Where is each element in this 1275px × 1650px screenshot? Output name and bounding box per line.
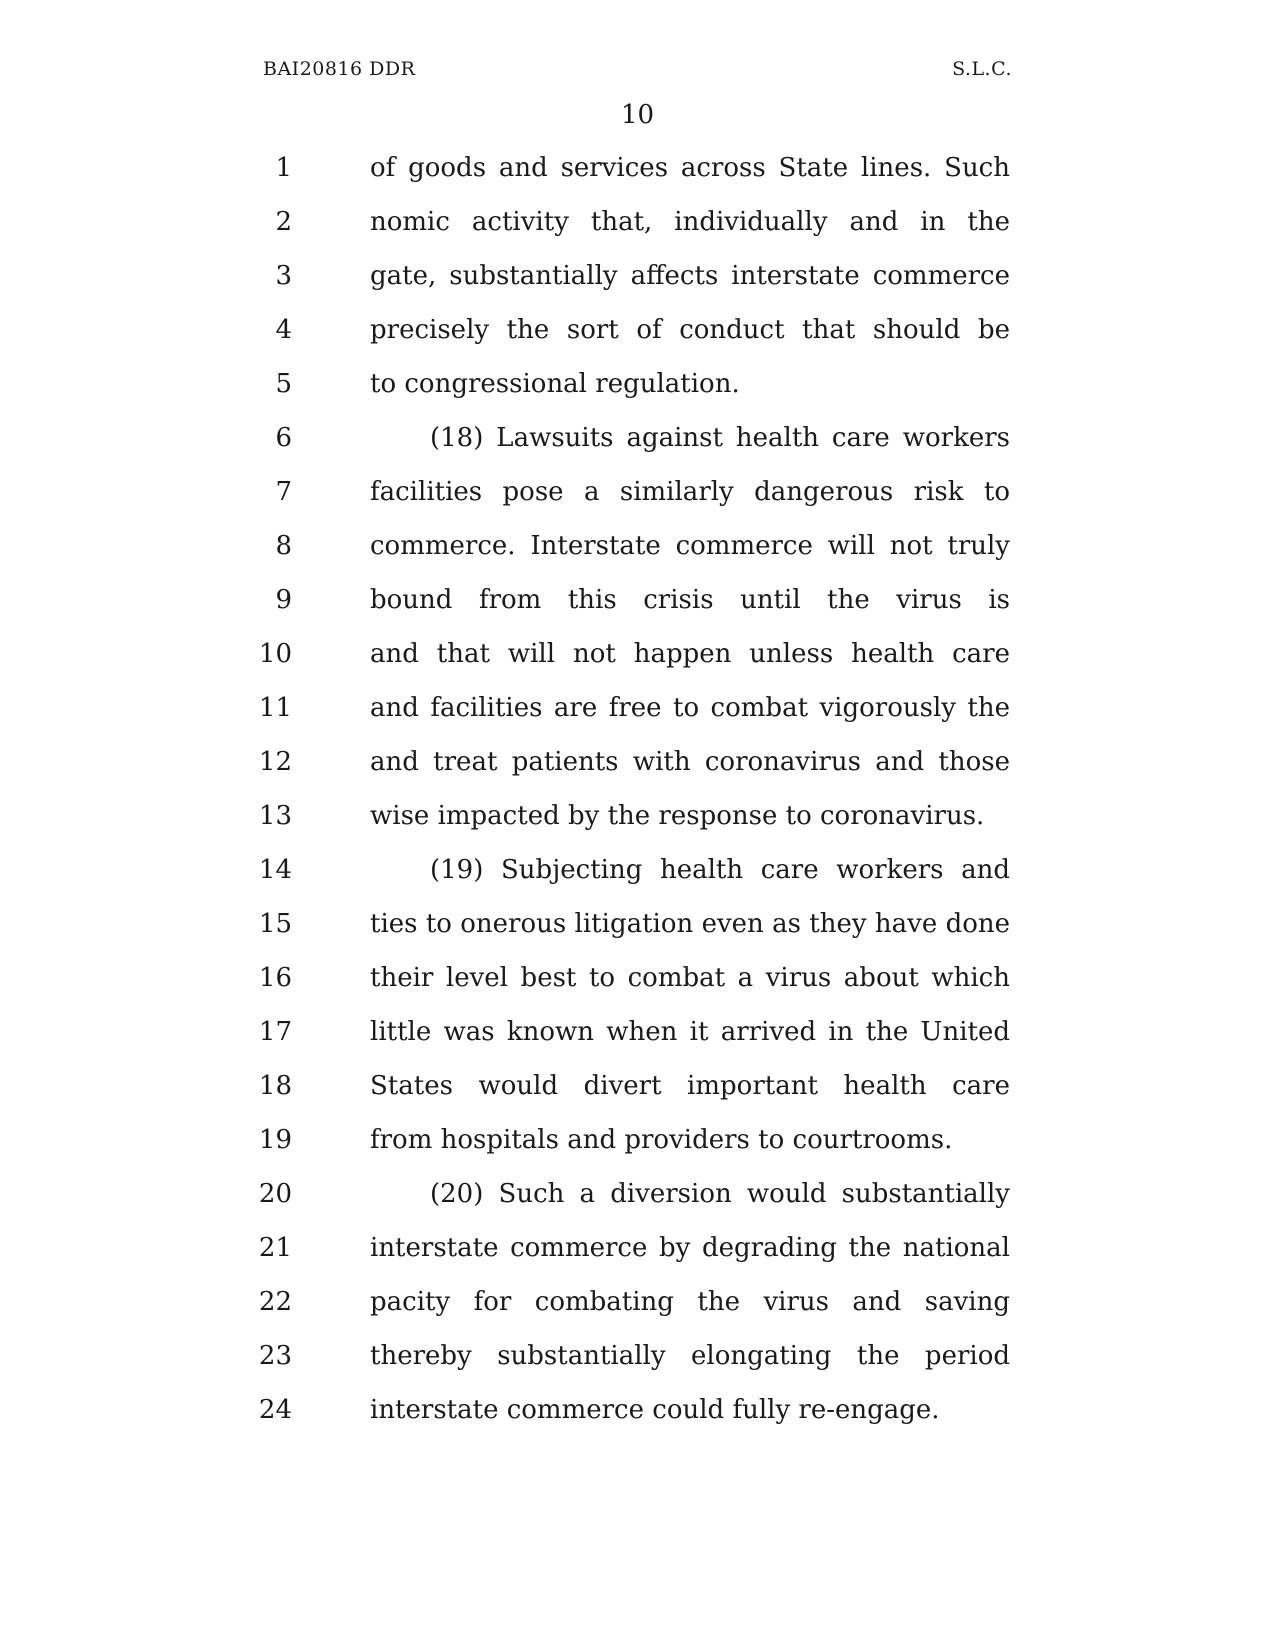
- page-number: 10: [620, 100, 655, 130]
- line-number: 23: [258, 1341, 292, 1371]
- line-text: commerce. Interstate commerce will not truly: [370, 531, 1010, 561]
- line-text: and facilities are free to combat vigorously the: [370, 693, 1010, 723]
- line-text: interstate commerce by degrading the national: [370, 1233, 1010, 1263]
- line-number: 9: [275, 585, 292, 615]
- line-number: 8: [275, 531, 292, 561]
- line-text: gate, substantially affects interstate commerce: [370, 261, 1010, 291]
- line-number: 2: [275, 207, 292, 237]
- text-line: [0, 1221, 1275, 1275]
- line-number: 4: [275, 315, 292, 345]
- line-text: States would divert important health care: [370, 1071, 1010, 1101]
- line-text: to congressional regulation.: [370, 369, 740, 399]
- line-number: 18: [258, 1071, 292, 1101]
- line-number: 21: [258, 1233, 292, 1263]
- text-line: [0, 951, 1275, 1005]
- line-number: 14: [258, 855, 292, 885]
- line-text: thereby substantially elongating the period: [370, 1341, 1010, 1371]
- line-text: (19) Subjecting health care workers and: [430, 855, 1010, 885]
- text-line: [0, 141, 1275, 195]
- line-text: of goods and services across State lines. Such: [370, 153, 1010, 183]
- line-text: interstate commerce could fully re-engage.: [370, 1395, 940, 1425]
- line-number: 1: [275, 153, 292, 183]
- line-text: their level best to combat a virus about which: [370, 963, 1010, 993]
- text-line: [0, 195, 1275, 249]
- line-text: ties to onerous litigation even as they have done: [370, 909, 1010, 939]
- line-number: 11: [258, 693, 292, 723]
- text-line: [0, 1329, 1275, 1383]
- text-line: [0, 627, 1275, 681]
- line-number: 7: [275, 477, 292, 507]
- text-line: [0, 465, 1275, 519]
- text-line: [0, 573, 1275, 627]
- text-line: [0, 1113, 1275, 1167]
- line-number: 22: [258, 1287, 292, 1317]
- text-line: [0, 411, 1275, 465]
- line-number: 15: [258, 909, 292, 939]
- text-line: [0, 519, 1275, 573]
- line-number: 24: [258, 1395, 292, 1425]
- line-number: 5: [275, 369, 292, 399]
- line-text: precisely the sort of conduct that should be: [370, 315, 1010, 345]
- text-line: [0, 1005, 1275, 1059]
- line-text: and treat patients with coronavirus and those: [370, 747, 1010, 777]
- line-text: and that will not happen unless health care: [370, 639, 1010, 669]
- text-line: [0, 681, 1275, 735]
- bill-text-body: [0, 141, 1275, 1437]
- line-text: nomic activity that, individually and in the: [370, 207, 1010, 237]
- line-text: bound from this crisis until the virus is: [370, 585, 1010, 615]
- text-line: [0, 1059, 1275, 1113]
- text-line: [0, 357, 1275, 411]
- office-code: S.L.C.: [952, 58, 1012, 80]
- line-number: 10: [258, 639, 292, 669]
- text-line: [0, 843, 1275, 897]
- text-line: [0, 1275, 1275, 1329]
- line-text: (20) Such a diversion would substantially: [430, 1179, 1010, 1209]
- line-text: facilities pose a similarly dangerous risk to: [370, 477, 1010, 507]
- line-number: 3: [275, 261, 292, 291]
- line-number: 16: [258, 963, 292, 993]
- line-number: 19: [258, 1125, 292, 1155]
- line-number: 20: [258, 1179, 292, 1209]
- line-text: pacity for combating the virus and saving: [370, 1287, 1010, 1317]
- line-number: 13: [258, 801, 292, 831]
- document-id: BAI20816 DDR: [263, 58, 416, 80]
- line-text: from hospitals and providers to courtrooms.: [370, 1125, 953, 1155]
- line-text: little was known when it arrived in the United: [370, 1017, 1010, 1047]
- line-number: 17: [258, 1017, 292, 1047]
- text-line: [0, 249, 1275, 303]
- text-line: [0, 303, 1275, 357]
- text-line: [0, 789, 1275, 843]
- line-text: wise impacted by the response to coronavirus.: [370, 801, 985, 831]
- text-line: [0, 735, 1275, 789]
- text-line: [0, 1383, 1275, 1437]
- text-line: [0, 897, 1275, 951]
- line-number: 6: [275, 423, 292, 453]
- line-number: 12: [258, 747, 292, 777]
- line-text: (18) Lawsuits against health care workers: [430, 423, 1010, 453]
- text-line: [0, 1167, 1275, 1221]
